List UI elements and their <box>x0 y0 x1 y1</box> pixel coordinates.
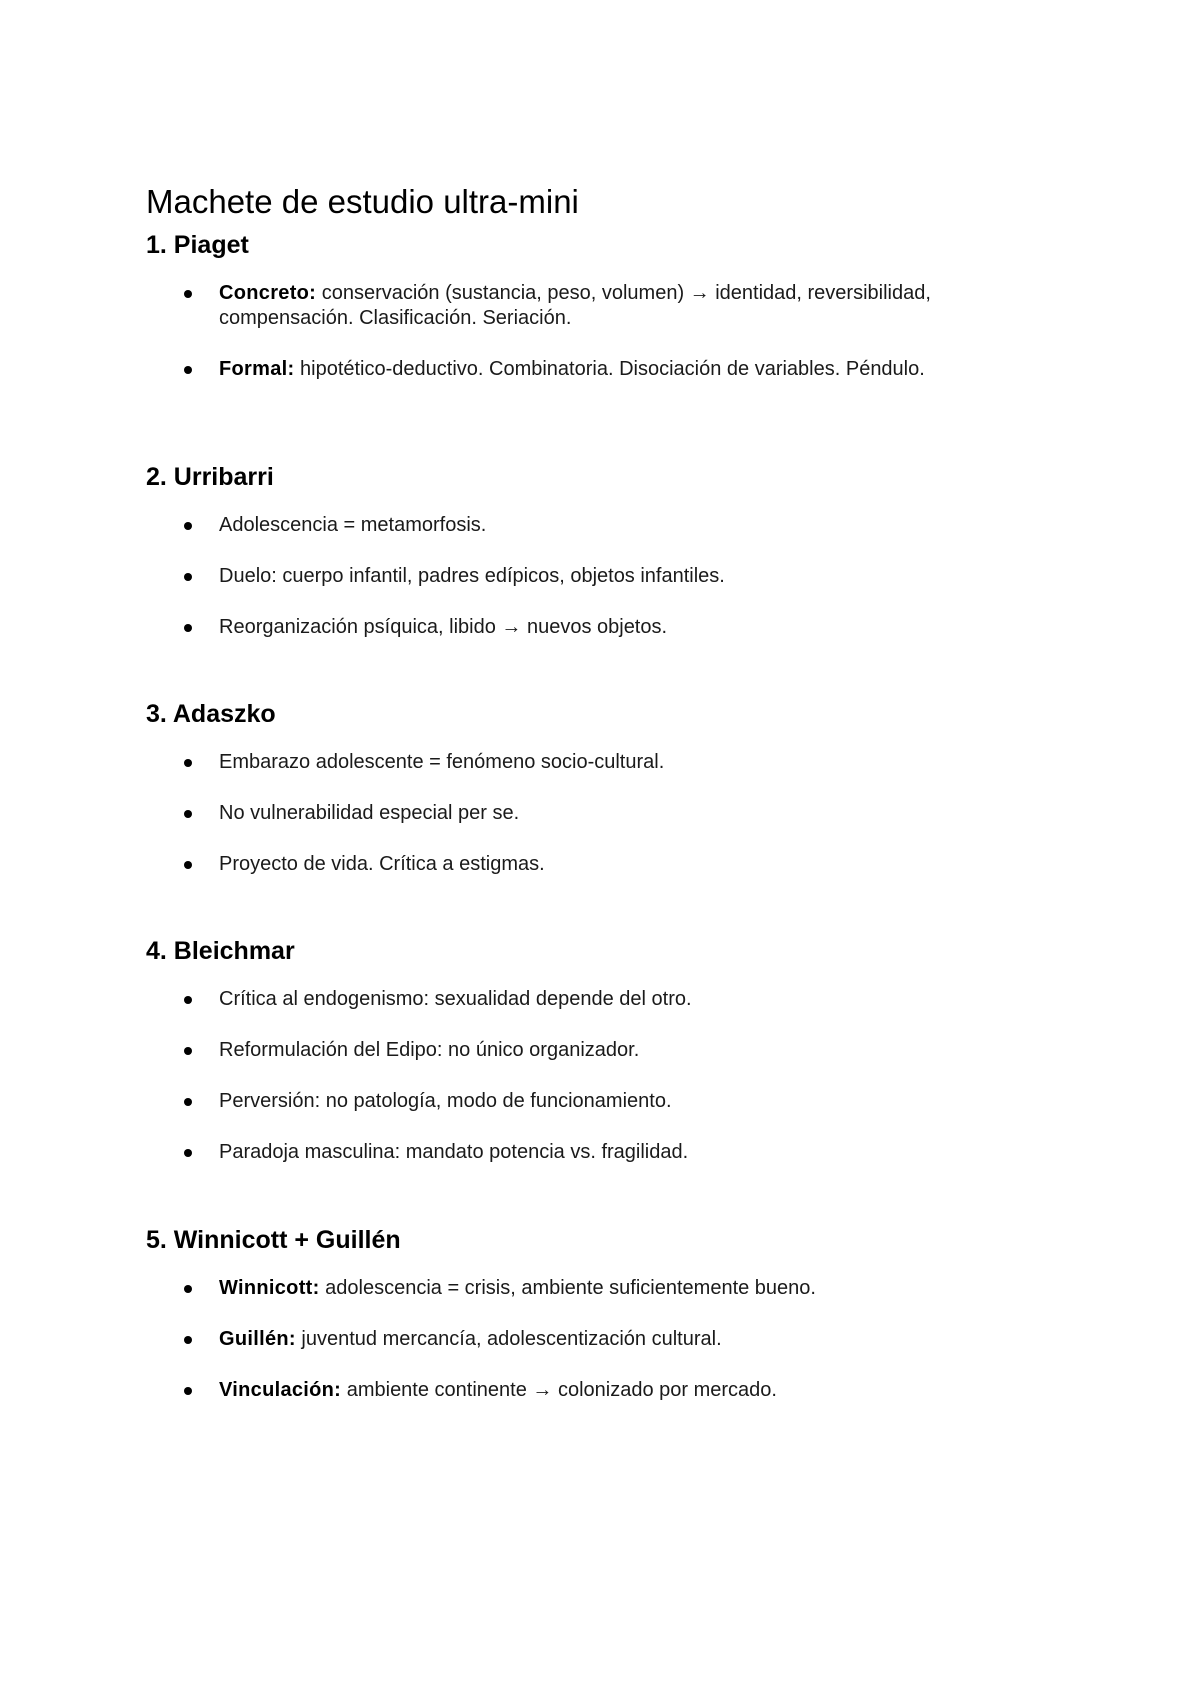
bullet-list <box>146 281 1046 382</box>
bullet-list <box>146 1276 1046 1403</box>
list-item <box>146 1038 1046 1063</box>
item-label: Guillén: <box>219 1328 296 1350</box>
section-bleichmar <box>146 935 1046 1165</box>
list-item <box>146 513 1046 538</box>
bullet-icon <box>184 1285 192 1293</box>
bullet-list <box>146 750 1046 877</box>
list-item <box>146 1140 1046 1165</box>
item-text: Duelo: cuerpo infantil, padres edípicos, objetos infantiles. <box>219 565 725 587</box>
section-heading: 1. Piaget <box>146 231 249 259</box>
item-text: hipotético-deductivo. Combinatoria. Disociación de variables. Péndulo. <box>294 358 925 380</box>
section-urribarri <box>146 461 1046 640</box>
list-item <box>146 615 1046 640</box>
bullet-icon <box>184 366 192 374</box>
item-text: juventud mercancía, adolescentización cultural. <box>295 1328 722 1350</box>
item-text: Embarazo adolescente = fenómeno socio-cultural. <box>219 751 665 773</box>
section-heading: 5. Winnicott + Guillén <box>146 1226 401 1254</box>
item-text: Adolescencia = metamorfosis. <box>219 514 487 536</box>
item-label: Formal: <box>219 358 295 380</box>
item-label: Winnicott: <box>219 1277 320 1299</box>
bullet-icon <box>184 1387 192 1395</box>
item-text: No vulnerabilidad especial per se. <box>219 802 520 824</box>
item-label: Vinculación: <box>219 1379 342 1401</box>
bullet-list <box>146 987 1046 1165</box>
list-item <box>146 1378 1046 1403</box>
section-piaget <box>146 229 1046 382</box>
list-item <box>146 564 1046 589</box>
item-text: Crítica al endogenismo: sexualidad depende del otro. <box>219 988 692 1010</box>
bullet-icon <box>184 1336 192 1344</box>
bullet-icon <box>184 996 192 1004</box>
list-item <box>146 281 1046 331</box>
bullet-icon <box>184 522 192 530</box>
item-label: Concreto: <box>219 282 317 304</box>
section-adaszko <box>146 698 1046 877</box>
bullet-icon <box>184 1047 192 1055</box>
bullet-icon <box>184 624 192 632</box>
bullet-list <box>146 513 1046 640</box>
bullet-icon <box>184 1149 192 1157</box>
list-item <box>146 1276 1046 1301</box>
section-winnicott-guillen <box>146 1224 1046 1403</box>
item-text: Paradoja masculina: mandato potencia vs. fragilidad. <box>219 1141 689 1163</box>
list-item <box>146 357 1046 382</box>
list-item <box>146 801 1046 826</box>
section-heading: 3. Adaszko <box>146 700 276 728</box>
item-text: ambiente continente → colonizado por mercado. <box>341 1379 777 1401</box>
list-item <box>146 852 1046 877</box>
list-item <box>146 987 1046 1012</box>
document-title: Machete de estudio ultra-mini <box>146 183 579 220</box>
bullet-icon <box>184 290 192 298</box>
section-heading: 4. Bleichmar <box>146 937 295 965</box>
list-item <box>146 750 1046 775</box>
bullet-icon <box>184 1098 192 1106</box>
section-heading: 2. Urribarri <box>146 463 274 491</box>
item-text: Reformulación del Edipo: no único organizador. <box>219 1039 640 1061</box>
item-text: Proyecto de vida. Crítica a estigmas. <box>219 853 545 875</box>
list-item <box>146 1089 1046 1114</box>
item-text: Reorganización psíquica, libido → nuevos objetos. <box>219 616 668 638</box>
bullet-icon <box>184 759 192 767</box>
list-item <box>146 1327 1046 1352</box>
bullet-icon <box>184 861 192 869</box>
item-text: Perversión: no patología, modo de funcionamiento. <box>219 1090 672 1112</box>
item-text: adolescencia = crisis, ambiente suficientemente bueno. <box>319 1277 816 1299</box>
bullet-icon <box>184 810 192 818</box>
item-text: conservación (sustancia, peso, volumen) → identidad, reversibilidad, compensación. Clasificación. Seriación. <box>219 282 931 329</box>
bullet-icon <box>184 573 192 581</box>
